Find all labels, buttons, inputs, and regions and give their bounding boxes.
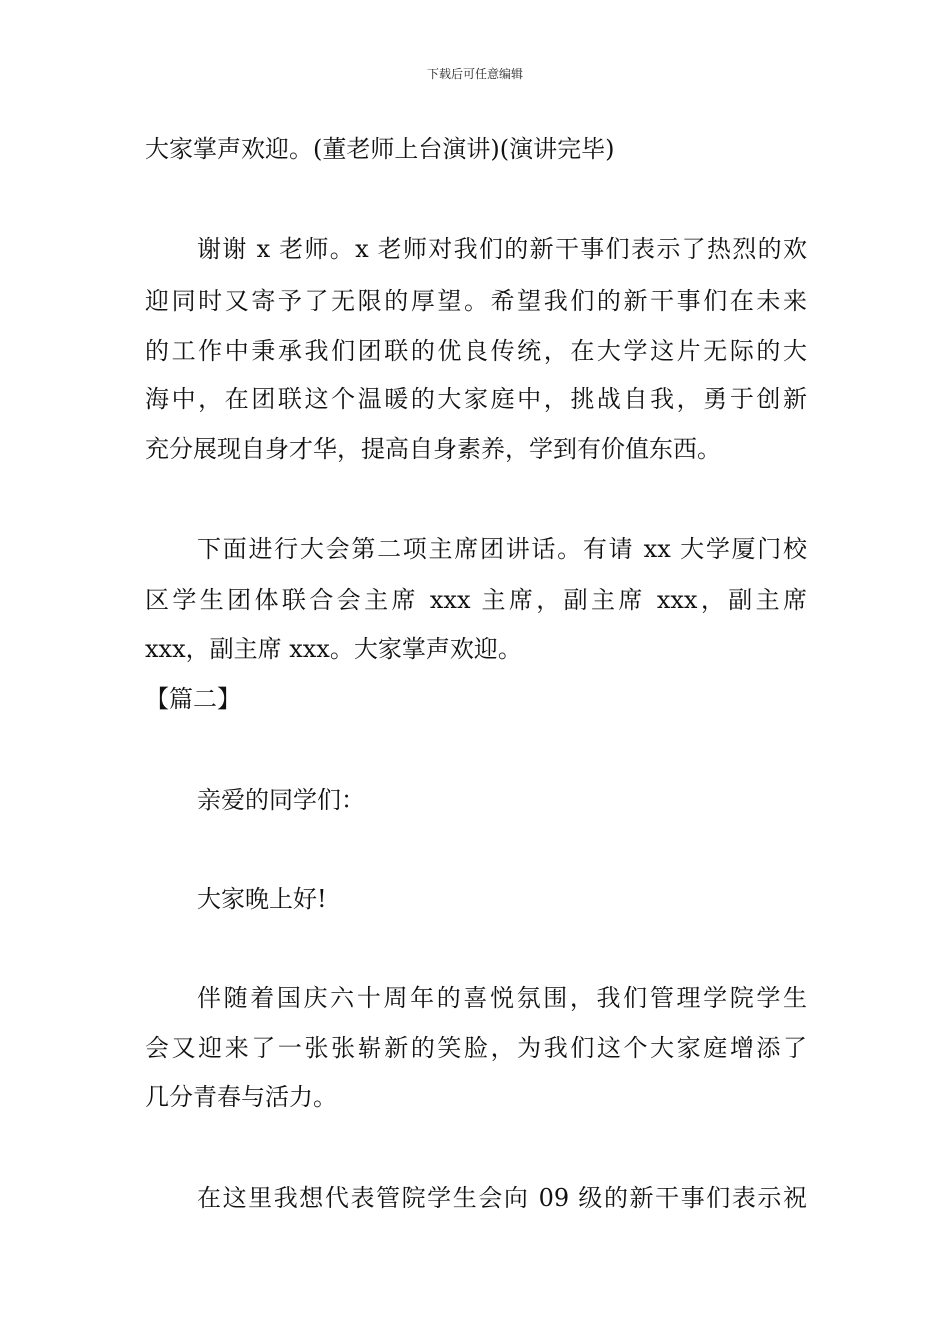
page-header: 下载后可任意编辑 — [426, 67, 523, 81]
section-heading: 【篇二】 — [145, 685, 241, 713]
text-line: 充分展现自身才华，提高自身素养，学到有价值东西。 — [145, 435, 721, 463]
text-line: 几分青春与活力。 — [145, 1083, 337, 1111]
text-line: 谢谢 x 老师。x 老师对我们的新干事们表示了热烈的欢 — [197, 235, 807, 263]
text-line: 会又迎来了一张张崭新的笑脸，为我们这个大家庭增添了 — [145, 1034, 807, 1062]
text-line: 的工作中秉承我们团联的优良传统，在大学这片无际的大 — [145, 337, 807, 365]
text-line: 迎同时又寄予了无限的厚望。希望我们的新干事们在未来 — [145, 287, 807, 315]
text-line: 伴随着国庆六十周年的喜悦氛围，我们管理学院学生 — [197, 984, 807, 1012]
text-line: 区学生团体联合会主席 xxx 主席，副主席 xxx，副主席 — [145, 586, 807, 614]
text-line: xxx，副主席 xxx。大家掌声欢迎。 — [145, 635, 522, 663]
text-line: 下面进行大会第二项主席团讲话。有请 xx 大学厦门校 — [197, 535, 807, 563]
text-line: 大家掌声欢迎。(董老师上台演讲)(演讲完毕) — [145, 135, 615, 163]
text-line: 在这里我想代表管院学生会向 09 级的新干事们表示祝 — [197, 1184, 807, 1212]
text-line: 海中，在团联这个温暖的大家庭中，挑战自我，勇于创新 — [145, 385, 807, 413]
text-line: 大家晚上好! — [197, 885, 327, 913]
text-line: 亲爱的同学们： — [197, 786, 365, 814]
